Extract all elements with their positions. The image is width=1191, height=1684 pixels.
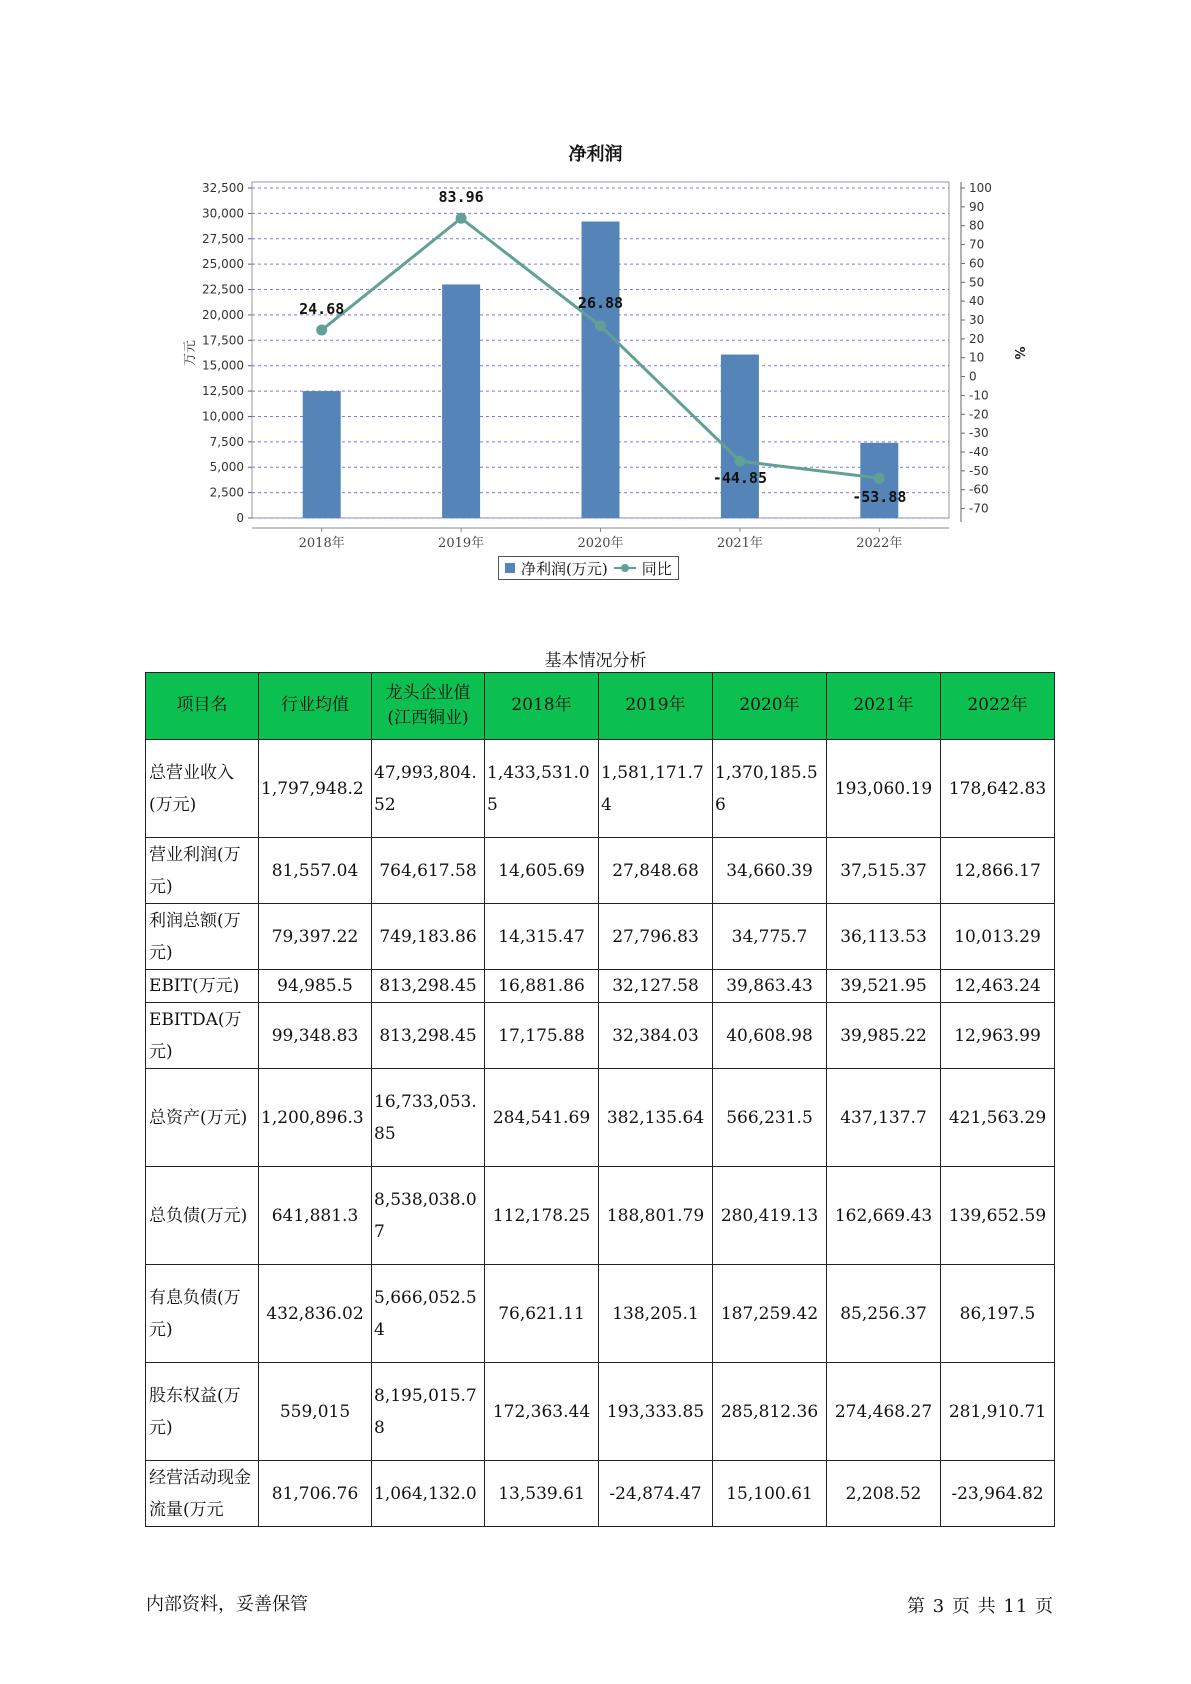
- table-cell: 193,060.19: [827, 740, 941, 838]
- table-row: [146, 838, 1055, 904]
- table-cell: 5,666,052.54: [372, 1265, 485, 1363]
- table-cell: 281,910.71: [941, 1363, 1055, 1461]
- row-label: 总负债(万元): [146, 1167, 259, 1265]
- right-tick-label: -30: [969, 426, 989, 441]
- left-tick-label: 15,000: [202, 358, 244, 373]
- yoy-point: [874, 473, 885, 484]
- row-label: 总资产(万元): [146, 1069, 259, 1167]
- table-cell: 39,863.43: [713, 970, 827, 1003]
- table-cell: 8,195,015.78: [372, 1363, 485, 1461]
- table-cell: 280,419.13: [713, 1167, 827, 1265]
- legend-bar-swatch: [505, 563, 515, 573]
- table-row: [146, 740, 1055, 838]
- table-cell: 641,881.3: [259, 1167, 372, 1265]
- table-cell: 15,100.61: [713, 1461, 827, 1527]
- table-row: [146, 970, 1055, 1003]
- left-axis-title: 万元: [183, 339, 198, 367]
- left-tick-label: 12,500: [202, 384, 244, 399]
- right-tick-label: 70: [969, 237, 985, 252]
- table-cell: 39,521.95: [827, 970, 941, 1003]
- right-tick-label: -40: [969, 445, 989, 459]
- left-tick-label: 30,000: [202, 206, 244, 221]
- right-tick-label: 40: [969, 294, 985, 309]
- table-caption: 基本情况分析: [544, 651, 647, 671]
- bar-2018年: [303, 391, 341, 518]
- header-2019: 2019年: [599, 673, 713, 740]
- table-cell: 85,256.37: [827, 1265, 941, 1363]
- table-cell: 1,433,531.05: [485, 740, 599, 838]
- row-label: 有息负债(万元): [146, 1265, 259, 1363]
- table-cell: 34,660.39: [713, 838, 827, 904]
- right-tick-label: 80: [969, 218, 985, 233]
- basic-analysis-table: [145, 672, 1055, 1527]
- chart-legend: [498, 556, 679, 580]
- table-cell: 81,706.76: [259, 1461, 372, 1527]
- right-tick-label: 30: [969, 313, 985, 327]
- table-row: [146, 1461, 1055, 1527]
- table-cell: 17,175.88: [485, 1003, 599, 1069]
- left-tick-label: 25,000: [202, 257, 244, 272]
- table-cell: 813,298.45: [372, 970, 485, 1003]
- table-cell: 432,836.02: [259, 1265, 372, 1363]
- right-tick-label: 50: [969, 275, 985, 290]
- x-tick-label: 2018年: [298, 536, 345, 551]
- header-industry-average: 行业均值: [259, 673, 372, 740]
- row-label: 总营业收入(万元): [146, 740, 259, 838]
- right-tick-label: 0: [969, 369, 977, 384]
- table-cell: 81,557.04: [259, 838, 372, 904]
- row-label: EBIT(万元): [146, 970, 259, 1003]
- left-tick-label: 2,500: [209, 485, 244, 500]
- table-row: [146, 1265, 1055, 1363]
- table-row: [146, 1003, 1055, 1069]
- bar-2020年: [582, 222, 620, 518]
- row-label: EBITDA(万元): [146, 1003, 259, 1069]
- table-cell: 382,135.64: [599, 1069, 713, 1167]
- table-cell: 193,333.85: [599, 1363, 713, 1461]
- table-cell: 187,259.42: [713, 1265, 827, 1363]
- left-tick-label: 22,500: [202, 282, 244, 297]
- legend-line-label: 同比: [641, 559, 672, 578]
- left-tick-label: 5,000: [209, 460, 244, 475]
- yoy-point: [734, 456, 745, 467]
- table-cell: 27,848.68: [599, 838, 713, 904]
- header-2021: 2021年: [827, 673, 941, 740]
- table-cell: 47,993,804.52: [372, 740, 485, 838]
- left-tick-label: 7,500: [209, 434, 244, 449]
- right-tick-label: 20: [969, 331, 985, 346]
- table-cell: 1,797,948.2: [259, 740, 372, 838]
- table-cell: 1,064,132.0: [372, 1461, 485, 1527]
- yoy-point: [316, 325, 327, 336]
- right-tick-label: -70: [969, 501, 989, 516]
- table-cell: 178,642.83: [941, 740, 1055, 838]
- yoy-data-label: 26.88: [577, 293, 624, 312]
- table-row: [146, 1363, 1055, 1461]
- header-leader-value: 龙头企业值(江西铜业): [372, 673, 485, 740]
- table-cell: 37,515.37: [827, 838, 941, 904]
- x-tick-label: 2022年: [856, 536, 903, 551]
- left-tick-label: 0: [236, 511, 244, 525]
- header-2018: 2018年: [485, 673, 599, 740]
- header-2022: 2022年: [941, 673, 1055, 740]
- right-tick-label: -20: [969, 407, 989, 422]
- table-cell: 1,200,896.3: [259, 1069, 372, 1167]
- table-row: [146, 1069, 1055, 1167]
- right-tick-label: -50: [969, 463, 989, 478]
- table-cell: 138,205.1: [599, 1265, 713, 1363]
- table-cell: 421,563.29: [941, 1069, 1055, 1167]
- table-cell: 94,985.5: [259, 970, 372, 1003]
- left-tick-label: 32,500: [202, 181, 244, 195]
- table-header-row: [146, 673, 1055, 740]
- footer-confidential-note: 内部资料，妥善保管: [146, 1594, 308, 1615]
- chart-title: 净利润: [568, 144, 623, 165]
- x-tick-label: 2019年: [438, 536, 485, 551]
- left-tick-label: 27,500: [202, 231, 244, 246]
- table-cell: 112,178.25: [485, 1167, 599, 1265]
- table-cell: 12,866.17: [941, 838, 1055, 904]
- table-cell: 8,538,038.07: [372, 1167, 485, 1265]
- table-cell: 16,733,053.85: [372, 1069, 485, 1167]
- table-row: [146, 904, 1055, 970]
- right-tick-label: -60: [969, 482, 989, 497]
- table-cell: 13,539.61: [485, 1461, 599, 1527]
- table-cell: 79,397.22: [259, 904, 372, 970]
- table-cell: 86,197.5: [941, 1265, 1055, 1363]
- legend-line-swatch: [614, 563, 636, 573]
- left-tick-label: 17,500: [202, 333, 244, 348]
- table-cell: 188,801.79: [599, 1167, 713, 1265]
- table-cell: -23,964.82: [941, 1461, 1055, 1527]
- left-tick-label: 10,000: [202, 409, 244, 424]
- right-tick-label: 60: [969, 256, 985, 271]
- table-cell: 39,985.22: [827, 1003, 941, 1069]
- row-label: 利润总额(万元): [146, 904, 259, 970]
- table-row: [146, 1167, 1055, 1265]
- yoy-data-label: -44.85: [712, 469, 767, 488]
- table-cell: 12,963.99: [941, 1003, 1055, 1069]
- table-cell: 437,137.7: [827, 1069, 941, 1167]
- table-cell: 1,370,185.56: [713, 740, 827, 838]
- table-cell: 764,617.58: [372, 838, 485, 904]
- header-item-name: 项目名: [146, 673, 259, 740]
- footer-page-number: 第 3 页 共 11 页: [907, 1596, 1054, 1617]
- table-cell: 36,113.53: [827, 904, 941, 970]
- right-tick-label: 90: [969, 199, 985, 214]
- row-label: 营业利润(万元): [146, 838, 259, 904]
- header-2020: 2020年: [713, 673, 827, 740]
- table-cell: 284,541.69: [485, 1069, 599, 1167]
- row-label: 股东权益(万元): [146, 1363, 259, 1461]
- table-cell: 172,363.44: [485, 1363, 599, 1461]
- table-cell: 139,652.59: [941, 1167, 1055, 1265]
- bar-2019年: [442, 284, 480, 518]
- table-cell: 162,669.43: [827, 1167, 941, 1265]
- left-tick-label: 20,000: [202, 307, 244, 322]
- row-label: 经营活动现金流量(万元: [146, 1461, 259, 1527]
- yoy-data-label: 83.96: [438, 188, 484, 207]
- table-cell: 566,231.5: [713, 1069, 827, 1167]
- table-cell: 40,608.98: [713, 1003, 827, 1069]
- x-tick-label: 2021年: [716, 536, 763, 551]
- right-tick-label: 10: [969, 350, 985, 365]
- table-cell: 285,812.36: [713, 1363, 827, 1461]
- table-cell: 32,384.03: [599, 1003, 713, 1069]
- table-cell: 12,463.24: [941, 970, 1055, 1003]
- table-cell: 14,315.47: [485, 904, 599, 970]
- table-cell: 16,881.86: [485, 970, 599, 1003]
- x-tick-label: 2020年: [577, 536, 624, 551]
- table-cell: 559,015: [259, 1363, 372, 1461]
- right-axis-title: %: [1011, 346, 1026, 360]
- table-cell: 274,468.27: [827, 1363, 941, 1461]
- table-cell: 14,605.69: [485, 838, 599, 904]
- table-cell: 27,796.83: [599, 904, 713, 970]
- yoy-point: [595, 320, 606, 331]
- table-cell: 813,298.45: [372, 1003, 485, 1069]
- bar-2021年: [721, 355, 759, 518]
- table-cell: 34,775.7: [713, 904, 827, 970]
- table-cell: 10,013.29: [941, 904, 1055, 970]
- yoy-point: [456, 213, 467, 224]
- yoy-data-label: 24.68: [299, 300, 345, 319]
- table-cell: -24,874.47: [599, 1461, 713, 1527]
- table-cell: 32,127.58: [599, 970, 713, 1003]
- yoy-data-label: -53.88: [852, 488, 907, 507]
- table-cell: 76,621.11: [485, 1265, 599, 1363]
- right-tick-label: 100: [969, 181, 992, 195]
- table-cell: 1,581,171.74: [599, 740, 713, 838]
- right-tick-label: -10: [969, 388, 989, 403]
- table-cell: 749,183.86: [372, 904, 485, 970]
- legend-bar-label: 净利润(万元): [521, 559, 608, 578]
- table-cell: 2,208.52: [827, 1461, 941, 1527]
- table-cell: 99,348.83: [259, 1003, 372, 1069]
- net-profit-chart: [0, 0, 1191, 560]
